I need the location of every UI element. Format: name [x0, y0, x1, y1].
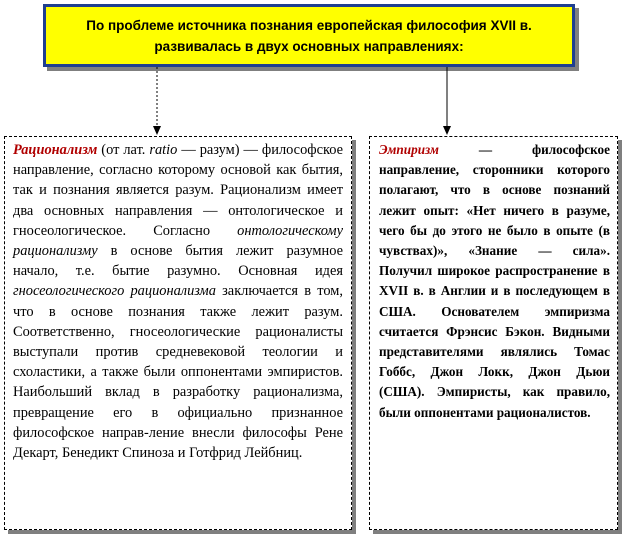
rationalism-text — [13, 140, 343, 463]
rationalism-box — [4, 136, 352, 530]
rationalism-text-2: — разум) — философское направление, согласно которому основой как бытия, так и познания является разум. Рационализм имеет два основных направления — онтологическое и гносеологическое. Согласно — [13, 142, 343, 239]
arrow-right-head — [443, 126, 451, 135]
header-text: По проблеме источника познания европейская философия XVII в. развивалась в двух основных направлениях: — [86, 17, 532, 54]
rationalism-text-3: в основе бытия лежит разумное начало, т.е. бытие разумно. Основная идея — [13, 243, 343, 280]
empiricism-text — [379, 140, 610, 423]
empiricism-term: Эмпиризм — [379, 142, 439, 157]
empiricism-box — [369, 136, 618, 530]
ontological-rationalism: онтологическому рационализму — [13, 222, 343, 260]
rationalism-term: Рационализм — [13, 142, 98, 158]
rationalism-text-4: заключается в том, что в основе познания также лежит разум. Соответственно, гносеологические рационалисты выступали против средневековой теологии и схоластики, а также были оппонентами эмпиристов. Наибольший вклад в разработку рационализма, превращение его в официально признанное философское направ-ление внесли философы Рене Декарт, Бенедикт Спиноза и Готфрид Лейбниц. — [13, 283, 343, 462]
rationalism-ratio: ratio — [149, 142, 178, 158]
arrow-left-head — [153, 126, 161, 135]
rationalism-text-1: (от лат. — [97, 142, 150, 158]
empiricism-body: — философское направление, сторонники которого полагают, что в основе познаний лежит опыт: «Нет ничего в разуме, чего бы до этого не было в опыте (в чувствах)», «Знание — сила». Получил широкое распространение в XVII в. в Англии и в последующем в США. Основателем эмпиризма считается Фрэнсис Бэкон. Видными представителями являлись Томас Гоббс, Джон Локк, Джон Дьюи (США). Эмпиристы, как правило, были оппонентами рационалистов. — [379, 142, 610, 420]
gnoseological-rationalism: гносеологического рационализма — [13, 283, 216, 300]
